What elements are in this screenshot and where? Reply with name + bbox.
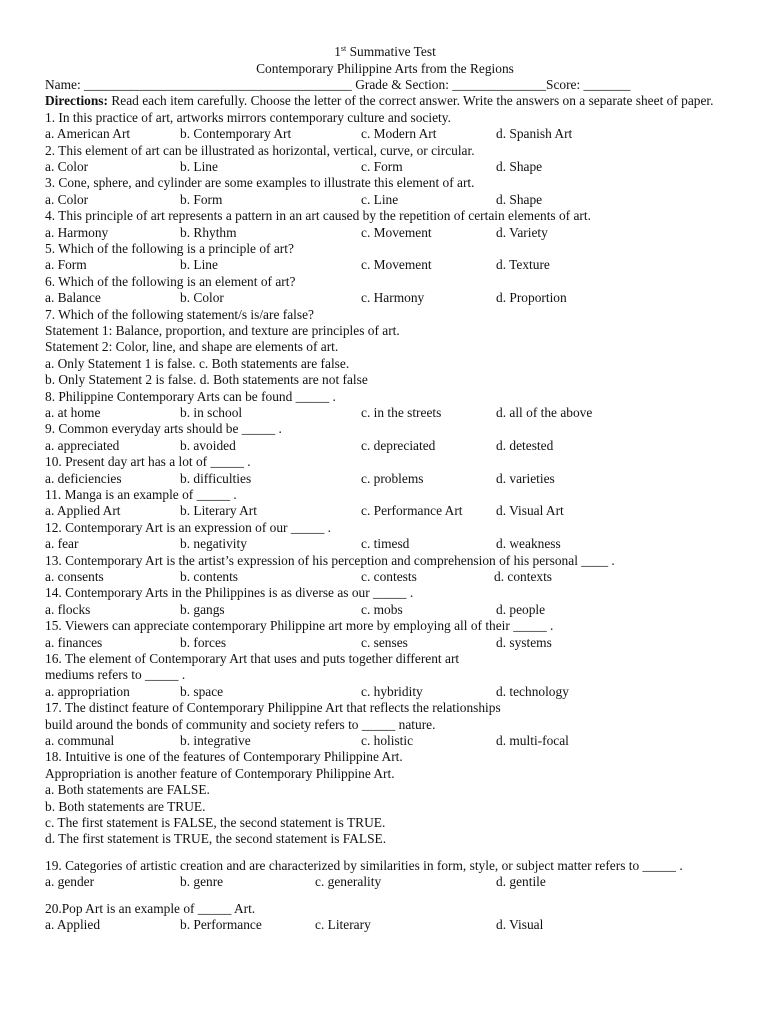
question-7: 7. Which of the following statement/s is/are false?	[45, 306, 314, 322]
option-c: c. Movement	[361, 224, 432, 240]
option-c: c. problems	[361, 470, 424, 486]
option-a: a. deficiencies	[45, 470, 122, 486]
option-a: a. communal	[45, 733, 115, 749]
title-ordinal-suffix: st	[340, 44, 347, 53]
option-b: b. Form	[180, 191, 223, 207]
option-b: b. Line	[180, 159, 218, 175]
question-17-line-1: 17. The distinct feature of Contemporary Philippine Art that reflects the relationships	[45, 700, 501, 716]
option-c: c. Modern Art	[361, 126, 437, 142]
question-15-options	[45, 635, 725, 651]
question-11: 11. Manga is an example of _____ .	[45, 487, 237, 503]
option-a: a. appreciated	[45, 437, 120, 453]
question-16-line-1: 16. The element of Contemporary Art that uses and puts together different art	[45, 651, 460, 666]
option-d: d. Variety	[496, 224, 548, 240]
question-18-option-a: a. Both statements are FALSE.	[45, 782, 210, 798]
option-d: d. people	[496, 601, 546, 617]
option-a: a. gender	[45, 874, 95, 890]
option-b: b. Line	[180, 257, 218, 273]
option-d: d. weakness	[496, 536, 561, 552]
question-18-line-2: Appropriation is another feature of Contemporary Philippine Art.	[45, 765, 395, 781]
question-8-options	[45, 405, 725, 421]
question-1: 1. In this practice of art, artworks mirrors contemporary culture and society.	[45, 109, 451, 125]
directions-text: Read each item carefully. Choose the letter of the correct answer. Write the answers on a separate sheet of paper.	[107, 93, 714, 109]
option-b: b. genre	[180, 874, 224, 890]
option-b: b. contents	[180, 569, 239, 585]
question-16-options	[45, 684, 725, 700]
option-c: c. Harmony	[361, 290, 425, 306]
question-2: 2. This element of art can be illustrated as horizontal, vertical, curve, or circular.	[45, 142, 475, 158]
option-d: d. systems	[496, 634, 552, 650]
option-a: a. Color	[45, 191, 89, 207]
option-a: a. Applied	[45, 917, 101, 933]
option-b: b. Color	[180, 290, 224, 306]
question-19-options	[45, 874, 725, 890]
option-c: c. Form	[361, 159, 403, 175]
question-5: 5. Which of the following is a principle of art?	[45, 241, 294, 256]
option-b: b. Rhythm	[180, 224, 237, 240]
question-20: 20.Pop Art is an example of _____ Art.	[45, 900, 256, 916]
option-a: a. at home	[45, 405, 101, 421]
option-d: d. Texture	[496, 257, 550, 273]
option-a: a. Applied Art	[45, 503, 121, 519]
question-2-options	[45, 159, 725, 175]
question-17-options	[45, 733, 725, 749]
test-subtitle: Contemporary Philippine Arts from the Regions	[256, 60, 514, 76]
option-d: d. technology	[496, 683, 569, 699]
question-6: 6. Which of the following is an element of art?	[45, 273, 296, 289]
question-17-line-2: build around the bonds of community and society refers to _____ nature.	[45, 716, 436, 732]
title-text: Summative Test	[346, 44, 436, 59]
option-b: b. Literary Art	[180, 503, 257, 519]
question-15: 15. Viewers can appreciate contemporary Philippine art more by employing all of their _____ .	[45, 618, 554, 634]
question-13: 13. Contemporary Art is the artist’s expression of his perception and comprehension of his personal ____ .	[45, 552, 615, 568]
question-19: 19. Categories of artistic creation and are characterized by similarities in form, style, or subject matter refers to _____ .	[45, 857, 683, 873]
option-b: b. integrative	[180, 733, 251, 749]
option-d: d. Shape	[496, 191, 543, 207]
option-b: b. Performance	[180, 917, 262, 933]
question-18-option-d: d. The first statement is TRUE, the second statement is FALSE.	[45, 831, 387, 847]
option-c: c. in the streets	[361, 405, 442, 421]
question-7-statement-2: Statement 2: Color, line, and shape are elements of art.	[45, 339, 339, 355]
question-18-option-b: b. Both statements are TRUE.	[45, 798, 206, 814]
option-c: c. Line	[361, 191, 399, 207]
option-b: b. difficulties	[180, 470, 252, 486]
question-18-line-1: 18. Intuitive is one of the features of Contemporary Philippine Art.	[45, 749, 403, 765]
option-c: c. generality	[315, 874, 382, 890]
option-c: c. senses	[361, 634, 408, 650]
question-12-options	[45, 536, 725, 552]
option-d: d. gentile	[496, 874, 546, 890]
question-14: 14. Contemporary Arts in the Philippines is as diverse as our _____ .	[45, 585, 414, 601]
question-3-options	[45, 192, 725, 208]
option-c: c. Performance Art	[361, 503, 463, 519]
option-c: c. holistic	[361, 733, 414, 749]
question-5-options	[45, 257, 725, 273]
question-13-options	[45, 569, 725, 585]
name-grade-score-line: Name: ________________________________________ Grade & Section: ______________Score: _______	[45, 77, 631, 92]
option-d: d. Spanish Art	[496, 126, 573, 142]
question-10: 10. Present day art has a lot of _____ .	[45, 454, 251, 470]
question-10-options	[45, 471, 725, 487]
option-c: c. Literary	[315, 917, 371, 933]
option-a: a. Form	[45, 257, 87, 273]
option-c: c. depreciated	[361, 437, 436, 453]
option-d: d. multi-focal	[496, 733, 569, 749]
question-4-options	[45, 225, 725, 241]
question-18-option-c: c. The first statement is FALSE, the second statement is TRUE.	[45, 815, 386, 831]
option-a: a. consents	[45, 569, 104, 585]
question-7-options-line-1: a. Only Statement 1 is false. c. Both statements are false.	[45, 355, 350, 371]
question-7-options-line-2: b. Only Statement 2 is false. d. Both statements are not false	[45, 372, 368, 388]
option-b: b. gangs	[180, 601, 225, 617]
question-7-statement-1: Statement 1: Balance, proportion, and texture are principles of art.	[45, 323, 400, 338]
option-c: c. hybridity	[361, 683, 423, 699]
option-a: a. Color	[45, 159, 89, 175]
spacer	[45, 848, 725, 858]
option-b: b. negativity	[180, 536, 247, 552]
question-11-options	[45, 503, 725, 519]
test-page	[45, 44, 725, 933]
directions	[45, 93, 725, 109]
option-d: d. Proportion	[496, 290, 567, 306]
question-14-options	[45, 602, 725, 618]
question-16-line-2: mediums refers to _____ .	[45, 667, 186, 683]
option-a: a. Harmony	[45, 224, 109, 240]
option-c: c. contests	[361, 569, 417, 585]
option-d: d. Shape	[496, 159, 543, 175]
question-8: 8. Philippine Contemporary Arts can be found _____ .	[45, 388, 336, 404]
question-4: 4. This principle of art represents a pattern in an art caused by the repetition of certain elements of art.	[45, 208, 591, 224]
option-d: d. Visual Art	[496, 503, 564, 519]
spacer	[45, 891, 725, 901]
title-number: 1	[334, 44, 341, 59]
option-a: a. flocks	[45, 601, 91, 617]
test-title	[45, 44, 725, 61]
directions-label: Directions:	[45, 93, 108, 109]
question-20-options	[45, 917, 725, 933]
option-d: d. detested	[496, 437, 554, 453]
option-a: a. finances	[45, 634, 103, 650]
option-a: a. American Art	[45, 126, 131, 142]
option-a: a. appropriation	[45, 683, 130, 699]
option-b: b. forces	[180, 634, 227, 650]
option-b: b. Contemporary Art	[180, 126, 292, 142]
question-1-options	[45, 126, 725, 142]
question-9: 9. Common everyday arts should be _____ .	[45, 421, 282, 437]
option-d: d. varieties	[496, 470, 555, 486]
option-a: a. fear	[45, 536, 79, 552]
question-9-options	[45, 438, 725, 454]
option-c: c. timesd	[361, 536, 410, 552]
option-c: c. Movement	[361, 257, 432, 273]
option-b: b. space	[180, 683, 224, 699]
question-12: 12. Contemporary Art is an expression of our _____ .	[45, 519, 331, 535]
option-b: b. in school	[180, 405, 243, 421]
option-a: a. Balance	[45, 290, 101, 306]
option-d: d. contexts	[494, 569, 553, 585]
option-d: d. Visual	[496, 917, 544, 933]
question-3: 3. Cone, sphere, and cylinder are some examples to illustrate this element of art.	[45, 175, 475, 191]
option-b: b. avoided	[180, 437, 236, 453]
option-d: d. all of the above	[496, 405, 593, 421]
question-6-options	[45, 290, 725, 306]
option-c: c. mobs	[361, 601, 403, 617]
